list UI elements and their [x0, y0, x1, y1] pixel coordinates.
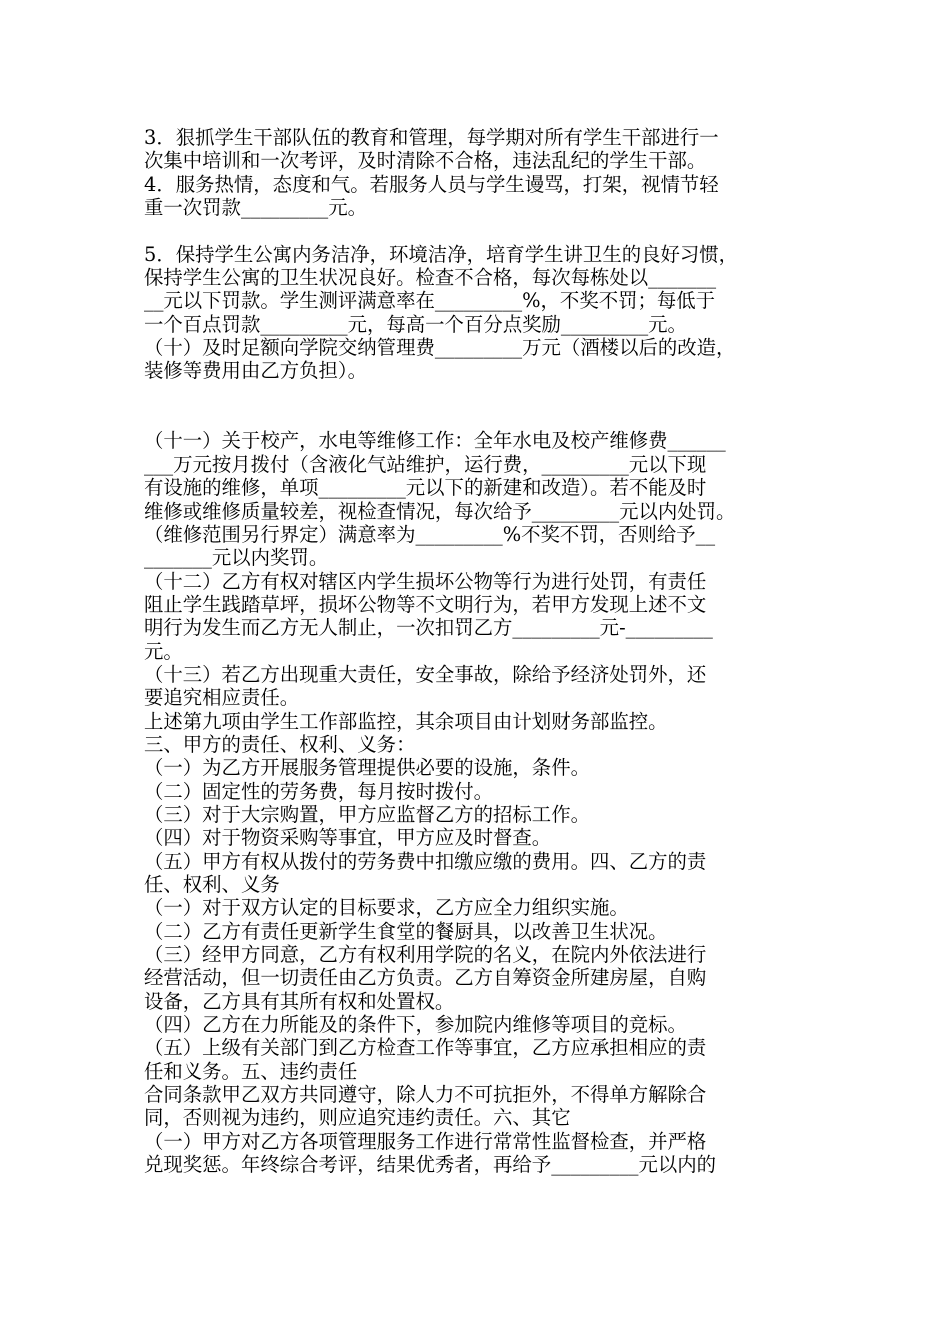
text-line: （十三）若乙方出现重大责任，安全事故，除给予经济处罚外，还 [144, 662, 707, 686]
text-line: （一）对于双方认定的目标要求，乙方应全力组织实施。 [144, 896, 629, 920]
text-line: 一个百点罚款_________元，每高一个百分点奖励_________元。 [144, 312, 687, 336]
text-line: （四）乙方在力所能及的条件下，参加院内维修等项目的竞标。 [144, 1013, 687, 1037]
text-line: （三）经甲方同意，乙方有权利用学院的名义，在院内外依法进行 [144, 943, 707, 967]
text-line: 维修或维修质量较差，视检查情况，每次给予_________元以内处罚。 [144, 499, 736, 523]
text-line: （十二）乙方有权对辖区内学生损坏公物等行为进行处罚，有责任 [144, 569, 707, 593]
text-line: 三、甲方的责任、权利、义务： [144, 732, 416, 756]
blank-line [144, 219, 814, 242]
text-line: 4．服务热情，态度和气。若服务人员与学生谩骂，打架，视情节轻 [144, 172, 719, 196]
text-line: （二）固定性的劳务费，每月按时拨付。 [144, 779, 494, 803]
text-line: 有设施的维修，单项_________元以下的新建和改造）。若不能及时 [144, 476, 707, 500]
text-line: （五）上级有关部门到乙方检查工作等事宜，乙方应承担相应的责 [144, 1036, 707, 1060]
text-line: ___万元按月拨付（含液化气站维护，运行费，_________元以下现 [144, 452, 707, 476]
text-line: 5．保持学生公寓内务洁净，环境洁净，培育学生讲卫生的良好习惯， [144, 242, 739, 266]
text-line: 元。 [144, 639, 183, 663]
text-line: 任和义务。五、违约责任 [144, 1059, 358, 1083]
text-line: 重一次罚款_________元。 [144, 196, 367, 220]
text-line: （四）对于物资采购等事宜，甲方应及时督查。 [144, 826, 552, 850]
document-page [144, 126, 814, 1176]
blank-line [144, 383, 814, 430]
text-line: 要追究相应责任。 [144, 686, 300, 710]
text-line: （三）对于大宗购置，甲方应监督乙方的招标工作。 [144, 802, 590, 826]
text-line: 同，否则视为违约，则应追究违约责任。六、其它 [144, 1106, 571, 1130]
text-line: 装修等费用由乙方负担）。 [144, 359, 367, 383]
text-line: 保持学生公寓的卫生状况良好。检查不合格，每次每栋处以_______ [144, 266, 717, 290]
text-line: （二）乙方有责任更新学生食堂的餐厨具，以改善卫生状况。 [144, 919, 668, 943]
text-line: __元以下罚款。学生测评满意率在_________%，不奖不罚；每低于 [144, 289, 716, 313]
text-line: 明行为发生而乙方无人制止，一次扣罚乙方_________元-_________ [144, 616, 713, 640]
text-line: （维修范围另行界定）满意率为_________%不奖不罚，否则给予__ [144, 522, 716, 546]
text-line: _______元以内奖罚。 [144, 546, 329, 570]
text-line: 兑现奖惩。年终综合考评，结果优秀者，再给予_________元以内的 [144, 1153, 717, 1177]
text-line: 3．狠抓学生干部队伍的教育和管理，每学期对所有学生干部进行一 [144, 126, 719, 149]
text-line: （十一）关于校产，水电等维修工作：全年水电及校产维修费______ [144, 429, 726, 453]
text-line: 合同条款甲乙双方共同遵守，除人力不可抗拒外，不得单方解除合 [144, 1083, 707, 1107]
text-line: （一）为乙方开展服务管理提供必要的设施，条件。 [144, 756, 590, 780]
text-line: 上述第九项由学生工作部监控，其余项目由计划财务部监控。 [144, 709, 668, 733]
text-line: （一）甲方对乙方各项管理服务工作进行常常性监督检查，并严格 [144, 1129, 707, 1153]
text-line: （十）及时足额向学院交纳管理费_________万元（酒楼以后的改造， [144, 336, 736, 360]
text-line: （五）甲方有权从拨付的劳务费中扣缴应缴的费用。四、乙方的责 [144, 849, 707, 873]
text-line: 任、权利、义务 [144, 873, 280, 896]
text-line: 阻止学生践踏草坪，损坏公物等不文明行为，若甲方发现上述不文 [144, 592, 707, 616]
text-line: 次集中培训和一次考评，及时清除不合格，违法乱纪的学生干部。 [144, 149, 707, 173]
text-line: 设备，乙方具有其所有权和处置权。 [144, 989, 455, 1013]
text-line: 经营活动，但一切责任由乙方负责。乙方自筹资金所建房屋，自购 [144, 966, 707, 990]
